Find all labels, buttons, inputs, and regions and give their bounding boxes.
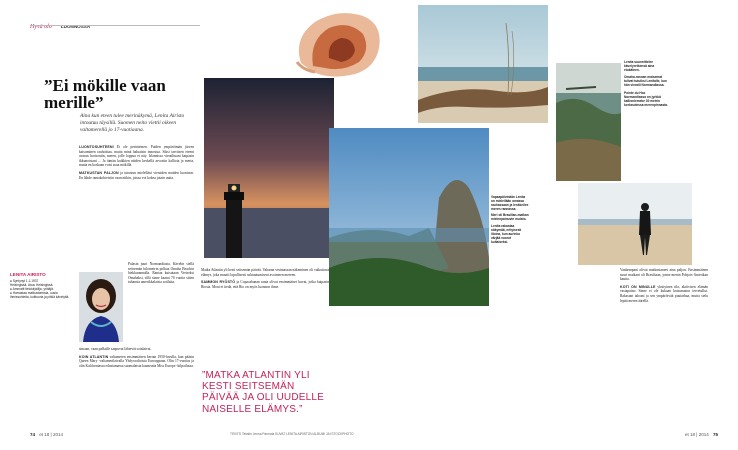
shell-photo xyxy=(283,8,393,80)
caption-text: Lenita suunnittelee kävelyretkensä aina etukäteen. xyxy=(624,60,655,73)
paragraph-lead: LUONTOSUHTEENI xyxy=(79,145,114,149)
paragraph-text: Vanhempani olivat matkustaneet aina paljon. Ensimmäinen suuri matkani oli Brasiliaan, jonne menin Pohjois-Amerikan kautta. xyxy=(620,268,708,282)
footer-left xyxy=(30,432,150,437)
subsection-label: LUONNOSSA xyxy=(60,24,91,29)
profile-box xyxy=(10,272,72,342)
rio-photo xyxy=(329,128,489,306)
pull-quote: ”MATKA ATLANTIN YLI KESTI SEITSEMÄN PÄIVÄÄ JA OLI UUDELLE NAISELLE ELÄMYS.” xyxy=(202,370,325,415)
profile-fact-text: Harrastaa matkustamista, uusia ihmissuhteita, kulttuuria ja pitkiä kävelyitä. xyxy=(10,291,70,300)
caption-text: Meri oli Brasilian-matkan mielenpainuvin muisto. xyxy=(491,213,529,222)
paragraph-text: Palasin juuri Normandiasta. Kävelin siellä seitsemän kilometrin polkua Omaha Beachin hiekkarannalla. Rantaa kutsutaan Veriseksi Omahaksi, sillä sinne kaatui 70 vuotta sitten tuhansia amerikkalaisia sotilaita. xyxy=(128,262,194,285)
right-text-column xyxy=(620,268,708,306)
photo-credit: TEKSTI Tekstin Jenna Parmala KUVAT LENITA AIRISTON ALBUMI JA ISTOCKPHOTO xyxy=(230,432,354,436)
coast-caption xyxy=(624,60,668,107)
caption-text: Omaha-rannan maisemat tulivat tutuiksi Lenitalle, kun hän vieraili Normandiassa. xyxy=(624,75,667,88)
rio-caption xyxy=(491,195,529,244)
left-bottom-text xyxy=(79,347,194,371)
paragraph xyxy=(79,171,194,180)
paragraph xyxy=(201,280,329,289)
caption-text: Lenita rakastaa näkymää, erityisesti illoina, kun aurinko värjää vuorot kultaiseksi. xyxy=(491,223,522,244)
profile-fact: ● Ammatti tietokirjailija, yrittäjä. xyxy=(10,287,54,292)
paragraph-lead: KOTI ON MINULLE xyxy=(620,284,656,289)
coast-photo xyxy=(556,63,621,181)
footer-right xyxy=(668,432,718,437)
paragraph-text: Ei ole perinteinen. Puiden ympäröimän järven katsominen rauhoittaa, mutta minä haluaisin innostua. Siksi tarvitsen eteeni avaran horisontin, meren, jolle loppua ei näy. Islannissa vierailtuani kaipasin ikkunoistani ... Ja tämän kaikkien näiden keskellä arvostin kalliota ja merta, mutta en koskaan voisi asua mökillä. xyxy=(79,145,194,168)
paragraph-text: simaan, vaan palkalle saapuvat lähtevät sotalaivat. xyxy=(79,347,152,351)
page-number: 74 xyxy=(30,432,36,437)
paragraph-lead: SAMMON RYÖSTÖ xyxy=(201,280,236,285)
profile-fact: ● Harrastaa matkustamista, uusia ihmissuhteita, kulttuuria ja pitkiä kävelyitä. xyxy=(10,291,70,300)
paragraph-lead: MATKUSTAN PALJON xyxy=(79,170,119,175)
branch-beach-photo xyxy=(418,5,548,123)
headline: ”Ei mökille vaan merille” xyxy=(44,76,166,112)
paragraph xyxy=(620,285,708,303)
lighthouse-photo xyxy=(204,78,334,258)
profile-born: ● Syntynyt 1.1.1937 xyxy=(10,279,39,283)
paragraph-text: ja Copacabanan ranta olivat ensimmäiset kuvat, jotka kaipasin Riosta. Moni ei tiedä, että Rio on myös luonnon ihme. xyxy=(201,280,330,289)
paragraph-text: yksityinen tila, aktiivisen elämän vastapaino. Sinne ei ole kukaan kutsumaton tervetullut. Rakastan taloani ja sen ympäröivää puutarhaa, mutta sielu lepää meren äärellä. xyxy=(620,284,708,303)
profile-place: Helsingissä. Asuu Helsingissä. xyxy=(10,283,54,288)
paragraph-text: ja tutustun mielelläni vieraiden maiden luontoon. En lähde rantakohteisiin vaan niihin, joissa voi kokea jotain uutta. xyxy=(79,170,194,180)
section-label: Hyvä olo xyxy=(30,24,52,30)
profile-born-text: Syntynyt 1.1.1937 xyxy=(12,279,39,283)
caption-text: Pointe du Hoc Normandiassa on jyrkkä kallioniemeke 30 metrin korkeudessa merenpinnasta. xyxy=(624,90,668,107)
page-number: 75 xyxy=(712,432,718,437)
magazine-issue: et 18 | 2014 xyxy=(39,432,63,437)
middle-text-column xyxy=(201,268,329,292)
paragraph-text: valtameren ensimmäisen kerran 1950-luvulla, kun pääsin Queen Mary -valtamerilaivalla Yhdysvaltoista Eurooppaan. Olin 17-vuotias ja olin Kaliforniassa edustamassa suomalaista kauneutta Miss Europe -kilpailussa. xyxy=(79,354,194,368)
paragraph-lead: KOIN ATLANTIN xyxy=(79,354,109,359)
paragraph xyxy=(79,145,194,168)
portrait-side-text xyxy=(128,262,194,288)
magazine-issue: et 18 | 2014 xyxy=(685,432,709,437)
profile-name: LENITA AIRISTO xyxy=(10,272,46,277)
profile-fact-text: Ammatti tietokirjailija, yrittäjä. xyxy=(12,287,54,292)
beach-woman-photo xyxy=(578,183,692,265)
caption-text: Vapaapäivinään Lenita on mielellään omassa rauhassaan ja lenkkeilee meren rannassa. xyxy=(491,195,529,212)
paragraph xyxy=(79,355,194,369)
deck: Aina kun eteen tulee merinäkymä, Lenita Airisto intoutuu täysillä. Suomen neito viettii oikeen valtamerellä jo 17-vuotiaana. xyxy=(80,113,185,133)
header-rule xyxy=(30,25,200,26)
left-body-column xyxy=(79,145,194,183)
portrait-photo xyxy=(79,272,123,342)
paragraph-text: Matka Atlantin yli kesti seitsemän päivää. Vaharan vesimassan näkeminen oli vaikuttava elämys, joka muutti lopullisesti suhtautumiseni avoimeen mereen. xyxy=(201,268,329,277)
section-header xyxy=(30,15,150,30)
